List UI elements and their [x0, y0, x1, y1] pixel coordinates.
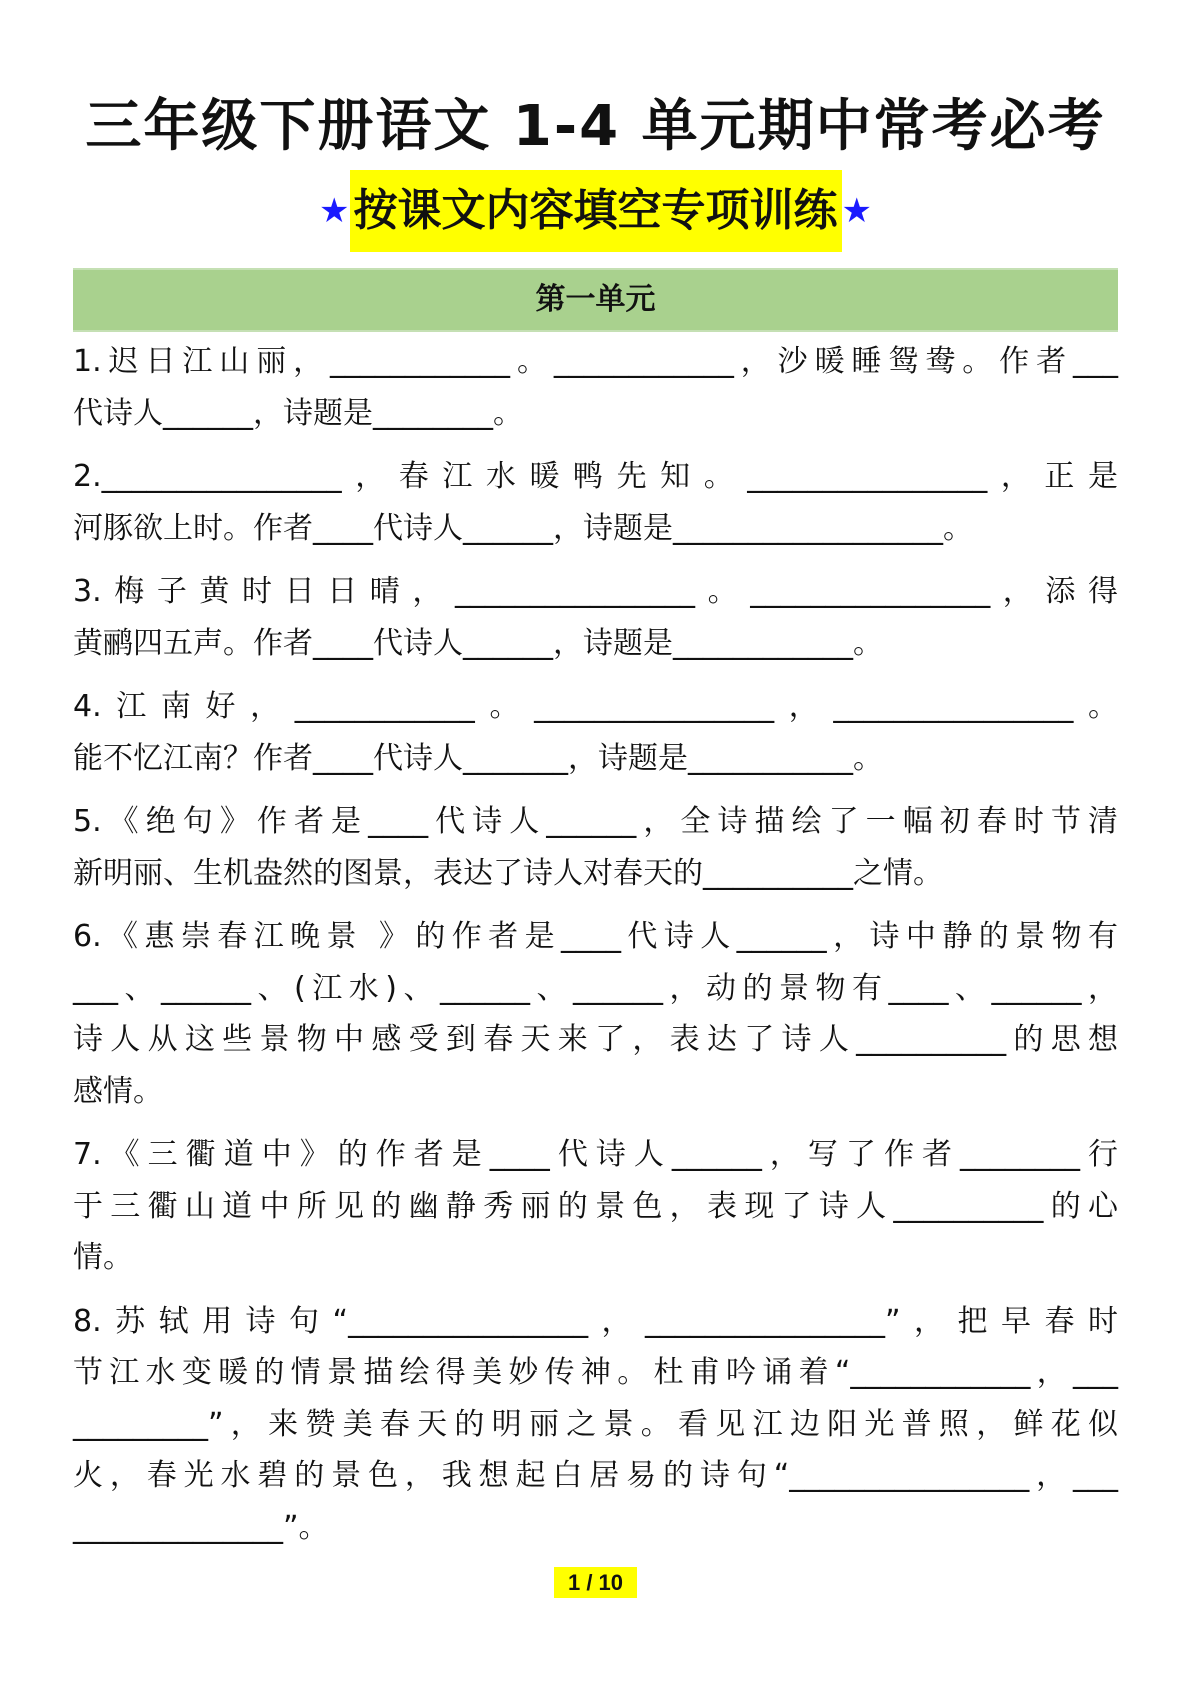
question-line: 感情。 [73, 1073, 163, 1109]
subtitle-banner [0, 170, 1191, 252]
star-icon: ★ [319, 191, 350, 231]
page-number: 1 / 10 [0, 1570, 1191, 1596]
question-list [73, 336, 1118, 1565]
question-line: 能不忆江南？作者____代诗人_______，诗题是___________。 [73, 740, 883, 776]
question-1 [73, 336, 1118, 439]
star-icon: ★ [841, 191, 872, 231]
question-line: 6.《惠崇春江晚景 》的作者是____代诗人______，诗中静的景物有 [73, 919, 1118, 954]
question-line: 代诗人______，诗题是________。 [73, 395, 523, 431]
question-line: 节江水变暖的情景描绘得美妙传神。杜甫吟诵着“____________，___ [73, 1355, 1118, 1390]
question-2 [73, 451, 1118, 554]
question-line: ___、______、(江水)、______、______，动的景物有____、______， [73, 970, 1118, 1006]
question-line: 1.迟日江山丽，____________。____________，沙暖睡鸳鸯。作者___ [73, 344, 1118, 379]
question-line: 新明丽、生机盎然的图景，表达了诗人对春天的__________之情。 [73, 855, 943, 891]
subtitle: 按课文内容填空专项训练 [350, 170, 842, 252]
question-line: _________”，来赞美春天的明丽之景。看见江边阳光普照，鲜花似 [73, 1406, 1118, 1442]
question-5 [73, 796, 1118, 899]
unit-heading: 第一单元 [73, 268, 1118, 332]
question-line: 诗人从这些景物中感受到春天来了，表达了诗人__________的思想 [73, 1022, 1118, 1057]
question-line: 2.________________，春江水暖鸭先知。________________，正是 [73, 459, 1118, 494]
question-line: 于三衢山道中所见的幽静秀丽的景色，表现了诗人__________的心 [73, 1188, 1118, 1224]
question-6 [73, 911, 1118, 1117]
question-line: 4.江南好，____________。________________，________________。 [73, 689, 1118, 724]
question-line: 黄鹂四五声。作者____代诗人______，诗题是____________。 [73, 625, 883, 661]
document-title: 三年级下册语文 1-4 单元期中常考必考 [85, 94, 1106, 159]
question-line: 7.《三衢道中》的作者是____代诗人______，写了作者________行 [73, 1137, 1118, 1172]
question-line: 3.梅子黄时日日晴，________________。________________，添得 [73, 574, 1118, 609]
question-line: 5.《绝句》作者是____代诗人______，全诗描绘了一幅初春时节清 [73, 804, 1118, 839]
question-line: 情。 [73, 1240, 133, 1275]
question-7 [73, 1129, 1118, 1284]
question-8 [73, 1296, 1118, 1554]
question-line: 火，春光水碧的景色，我想起白居易的诗句“________________，___ [73, 1458, 1118, 1493]
question-line: 8.苏轼用诗句“________________，________________”，把早春时 [73, 1303, 1118, 1339]
question-4 [73, 681, 1118, 784]
question-3 [73, 566, 1118, 669]
question-line: ______________”。 [73, 1509, 329, 1545]
question-line: 河豚欲上时。作者____代诗人______，诗题是__________________。 [73, 510, 973, 546]
